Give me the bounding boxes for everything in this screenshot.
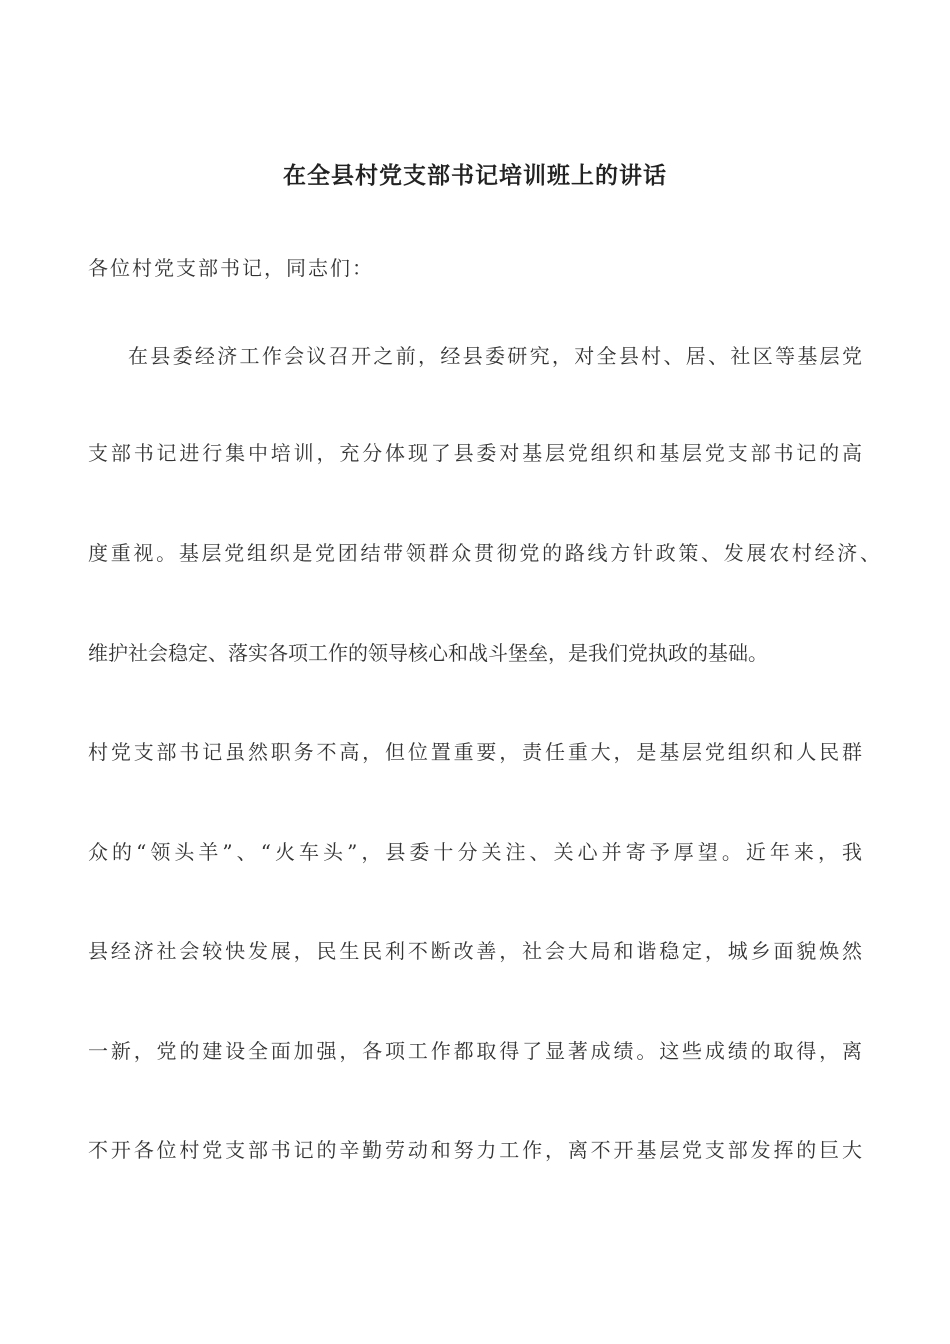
- body-line: 支部书记进行集中培训，充分体现了县委对基层党组织和基层党支部书记的高: [88, 441, 862, 465]
- body-line: 一新，党的建设全面加强，各项工作都取得了显著成绩。这些成绩的取得，离: [88, 1039, 862, 1063]
- greeting-line: 各位村党支部书记，同志们：: [88, 256, 374, 280]
- body-line: 众的“领头羊”、“火车头”，县委十分关注、关心并寄予厚望。近年来，我: [88, 840, 862, 864]
- body-line: 度重视。基层党组织是党团结带领群众贯彻党的路线方针政策、发展农村经济、: [88, 541, 880, 565]
- body-line: 维护社会稳定、落实各项工作的领导核心和战斗堡垒，是我们党执政的基础。: [88, 641, 768, 665]
- body-line: 在县委经济工作会议召开之前，经县委研究，对全县村、居、社区等基层党: [128, 344, 862, 368]
- body-line: 不开各位村党支部书记的辛勤劳动和努力工作，离不开基层党支部发挥的巨大: [88, 1138, 862, 1162]
- body-line: 县经济社会较快发展，民生民利不断改善，社会大局和谐稳定，城乡面貌焕然: [88, 939, 862, 963]
- body-line: 村党支部书记虽然职务不高，但位置重要，责任重大，是基层党组织和人民群: [88, 740, 862, 764]
- document-title: 在全县村党支部书记培训班上的讲话: [283, 162, 667, 189]
